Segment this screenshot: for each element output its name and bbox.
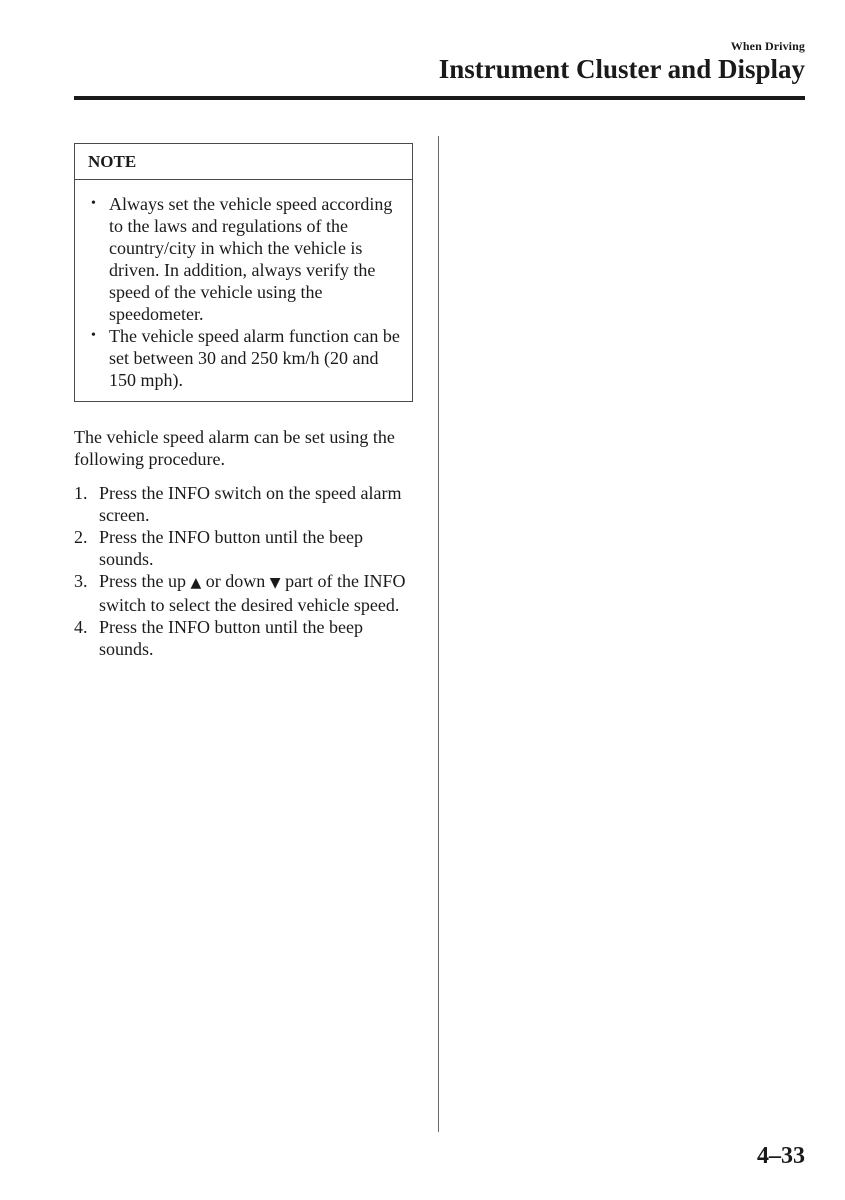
note-box bbox=[74, 143, 413, 402]
step-number: 4. bbox=[74, 617, 88, 637]
column-divider bbox=[438, 136, 439, 1132]
step-text: Press the INFO switch on the speed alarm screen. bbox=[99, 483, 402, 525]
note-item-text: The vehicle speed alarm function can be set between 30 and 250 km/h (20 and 150 mph). bbox=[109, 326, 400, 390]
note-item bbox=[75, 325, 404, 391]
page-number: 4–33 bbox=[757, 1143, 805, 1169]
step-text: Press the INFO button until the beep sounds. bbox=[99, 617, 363, 659]
bullet-icon: • bbox=[91, 328, 96, 343]
title-rule bbox=[74, 96, 805, 100]
procedure-step bbox=[74, 570, 419, 616]
intro-paragraph: The vehicle speed alarm can be set using the following procedure. bbox=[74, 427, 395, 469]
step-number: 2. bbox=[74, 527, 88, 547]
procedure-step bbox=[74, 482, 419, 526]
note-item bbox=[75, 193, 404, 325]
step-number: 1. bbox=[74, 483, 88, 503]
bullet-icon: • bbox=[91, 196, 96, 211]
step-text-start: Press the up bbox=[99, 571, 191, 591]
step-number: 3. bbox=[74, 571, 88, 591]
step-text: Press the INFO button until the beep sounds. bbox=[99, 527, 363, 569]
procedure-steps bbox=[74, 482, 419, 660]
step-text-end: part of the INFO switch to select the desired vehicle speed. bbox=[99, 571, 406, 615]
down-arrow-icon: ▼ bbox=[269, 575, 281, 591]
note-list bbox=[75, 180, 412, 391]
note-heading: NOTE bbox=[75, 144, 412, 180]
section-label: When Driving bbox=[730, 39, 805, 53]
step-text-middle: or down bbox=[201, 571, 270, 591]
procedure-step bbox=[74, 616, 419, 660]
page-title: Instrument Cluster and Display bbox=[438, 54, 805, 84]
procedure-step bbox=[74, 526, 419, 570]
up-arrow-icon: ▲ bbox=[190, 575, 202, 591]
note-item-text: Always set the vehicle speed according to the laws and regulations of the country/city in which the vehicle is driven. In addition, always verify the speed of the vehicle using the speedometer. bbox=[109, 194, 393, 324]
